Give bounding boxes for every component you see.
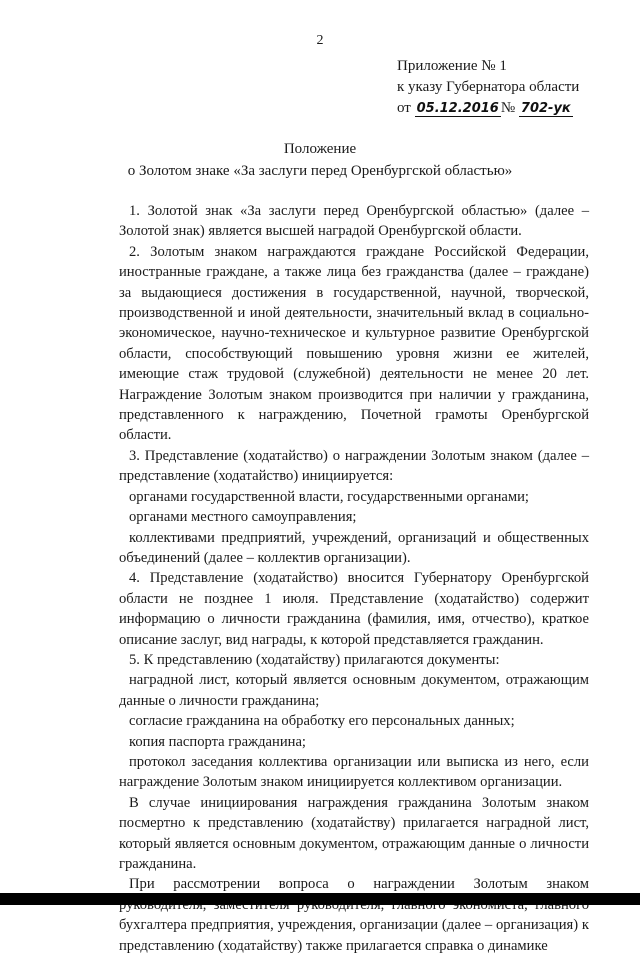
handwritten-date: 05.12.2016 — [416, 101, 499, 116]
paragraph: 3. Представление (ходатайство) о награждении Золотым знаком (далее – представление (ходатайство) инициируется: — [119, 447, 589, 485]
paragraph: В случае инициирования награждения гражданина Золотым знаком посмертно к представлению (ходатайству) прилагается наградной лист, который является основным документом, отражающим данные о личности гражданина. — [119, 794, 589, 872]
list-item: согласие гражданина на обработку его персональных данных; — [129, 713, 515, 730]
handwritten-number: 702-ук — [520, 101, 571, 116]
annex-date-number — [397, 98, 579, 119]
scan-edge-bar — [0, 893, 640, 905]
annex-decree-ref: к указу Губернатора области — [397, 79, 580, 95]
annex-from-label: от — [397, 100, 411, 116]
document-title — [0, 138, 640, 182]
paragraph: 4. Представление (ходатайство) вносится Губернатору Оренбургской области не позднее 1 июля. Представление (ходатайство) содержит информацию о личности гражданина (фамилия, имя, отчество), краткое описание заслуг, вид награды, к которой представляется гражданин. — [119, 570, 589, 648]
document-body — [119, 201, 589, 956]
title-line-2: о Золотом знаке «За заслуги перед Оренбургской областью» — [127, 163, 513, 179]
paragraph: При рассмотрении вопроса о награждении Золотым знаком бухгалтера предприятия, учреждения, организации (далее – организация) к представлению (ходатайству) также прилагается справка о динамике — [119, 876, 589, 954]
annex-header — [397, 56, 579, 119]
title-line-1: Положение — [283, 141, 357, 157]
list-item: органами государственной власти, государственными органами; — [129, 488, 529, 505]
list-item: органами местного самоуправления; — [129, 509, 357, 526]
list-item: копия паспорта гражданина; — [129, 733, 306, 750]
list-item: наградной лист, который является основным документом, отражающим данные о личности гражданина; — [119, 672, 589, 709]
paragraph: 2. Золотым знаком награждаются граждане Российской Федерации, иностранные граждане, а также лица без гражданства (далее – граждане) за выдающиеся достижения в государственной, научной, творческой, производственной и иной деятельности, значительный вклад в социально-экономическое, научно-техническое и культурное развитие Оренбургской области, способствующий повышению уровня жизни ее жителей, имеющие стаж трудовой (служебной) деятельности не менее 20 лет. Награждение Золотым знаком производится при наличии у гражданина, представленного к награждению, Почетной грамоты Оренбургской области. — [119, 243, 589, 444]
list-item: протокол заседания коллектива организации или выписка из него, если награждение Золотым знаком инициируется коллективом организации. — [119, 753, 589, 791]
list-item: коллективами предприятий, учреждений, организаций и общественных объединений (далее – коллектив организации). — [119, 529, 589, 566]
paragraph: 1. Золотой знак «За заслуги перед Оренбургской областью» (далее – Золотой знак) является высшей наградой Оренбургской области. — [119, 203, 589, 240]
page-number: 2 — [316, 33, 324, 48]
annex-number-label: № — [500, 100, 516, 116]
paragraph: 5. К представлению (ходатайству) прилагаются документы: — [129, 651, 500, 668]
annex-title: Приложение № 1 — [397, 58, 507, 74]
